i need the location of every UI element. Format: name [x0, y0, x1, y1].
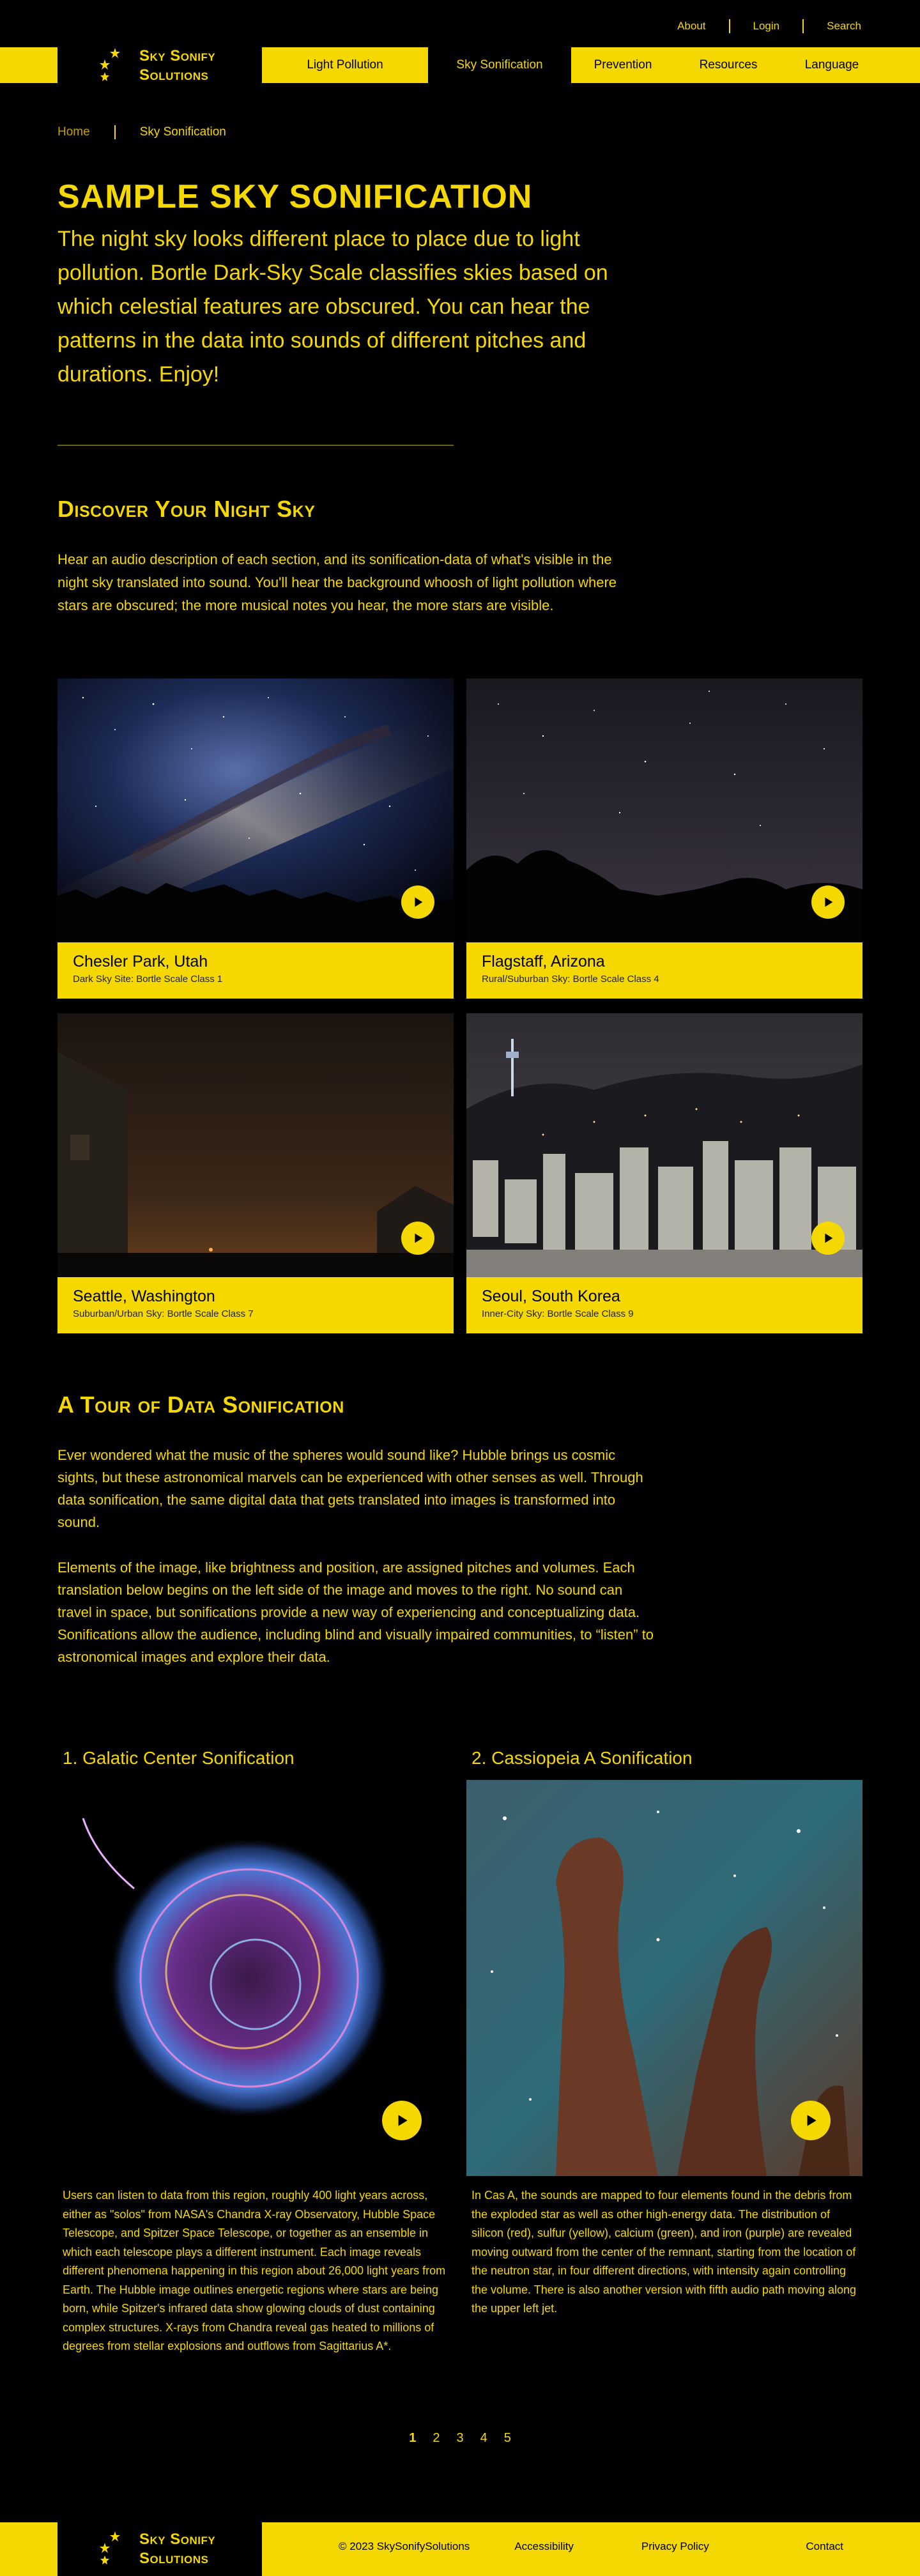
city-skyline-photo	[466, 1013, 862, 1277]
footer-links	[262, 2540, 862, 2553]
pagination	[0, 2431, 920, 2446]
location-name: Seoul, South Korea	[482, 1287, 620, 1305]
utility-links	[654, 19, 861, 33]
brand-line2: Solutions	[139, 2550, 209, 2567]
accessibility-link[interactable]: Accessibility	[514, 2540, 574, 2552]
discover-text: Hear an audio description of each section, and its sonification-data of what's visible in the night sky translated into sound. You'll hear the background whoosh of light pollution where stars are obscured; the more musical notes you hear, the more stars are visible.	[57, 551, 617, 613]
breadcrumb	[57, 125, 226, 139]
footer-logo[interactable]	[57, 2522, 262, 2576]
copyright-text: © 2023 SkySonifySolutions	[339, 2540, 470, 2552]
location-caption	[466, 942, 862, 999]
play-button[interactable]	[401, 1222, 434, 1255]
privacy-link[interactable]: Privacy Policy	[641, 2540, 709, 2552]
nav-language[interactable]: Language	[804, 58, 859, 72]
brand-line1: Sky Sonify	[139, 2531, 216, 2548]
page-link-3[interactable]: 3	[456, 2431, 464, 2445]
breadcrumb-home[interactable]: Home	[57, 125, 90, 139]
main-nav	[262, 47, 882, 83]
play-icon	[802, 2112, 819, 2129]
page-link-5[interactable]: 5	[503, 2431, 511, 2445]
divider	[114, 125, 116, 139]
brand-line1: Sky Sonify	[139, 47, 216, 65]
discover-heading: Discover Your Night Sky	[57, 496, 316, 522]
page-title: SAMPLE SKY SONIFICATION	[57, 178, 533, 215]
play-button[interactable]	[382, 2101, 422, 2140]
rural-sky-photo	[466, 678, 862, 942]
breadcrumb-current: Sky Sonification	[139, 125, 226, 139]
location-caption	[57, 942, 454, 999]
location-name: Chesler Park, Utah	[73, 953, 208, 970]
divider	[57, 445, 454, 446]
play-icon	[821, 1231, 835, 1245]
milky-way-photo	[57, 678, 454, 942]
play-button[interactable]	[401, 885, 434, 919]
play-icon	[411, 895, 425, 909]
location-caption	[57, 1277, 454, 1333]
tour-text-2: Elements of the image, like brightness and position, are assigned pitches and volumes. Each translation below begins on the left side of the image and moves to the right. No sound can travel in space, but sonifications provide a new way of experiencing and conceptualizing data. Sonifications allow the audience, including blind and visually impaired communities, to “listen” to astronomical images and explore their data.	[57, 1560, 654, 1665]
utility-bar	[0, 0, 920, 47]
about-link[interactable]: About	[677, 20, 706, 32]
nav-resources[interactable]: Resources	[699, 58, 758, 72]
location-class: Rural/Suburban Sky: Bortle Scale Class 4	[482, 974, 659, 985]
location-card[interactable]	[57, 678, 454, 999]
intro-text: The night sky looks different place to place due to light pollution. Bortle Dark-Sky Scale classifies skies based on which celestial features are obscured. You can hear the patterns in the data into sounds of different pitches and durations. Enjoy!	[57, 227, 608, 387]
play-icon	[394, 2112, 410, 2129]
location-class: Suburban/Urban Sky: Bortle Scale Class 7	[73, 1308, 254, 1319]
sonification-title-2: 2. Cassiopeia A Sonification	[471, 1748, 693, 1768]
sonification-title-1: 1. Galatic Center Sonification	[63, 1748, 295, 1768]
login-link[interactable]: Login	[753, 20, 780, 32]
brand-line2: Solutions	[139, 66, 209, 84]
stars-icon	[96, 2530, 134, 2568]
nav-light-pollution[interactable]: Light Pollution	[307, 58, 383, 72]
location-card[interactable]	[466, 1013, 862, 1333]
play-icon	[411, 1231, 425, 1245]
location-name: Flagstaff, Arizona	[482, 953, 605, 970]
suburban-sky-photo	[57, 1013, 454, 1277]
sonification-text-2: In Cas A, the sounds are mapped to four elements found in the debris from the exploded star as well as other high-energy data. The distribution of silicon (red), sulfur (yellow), calcium (green), and iron (purple) are revealed moving outward from the center of the remnant, starting from the location of the neutron star, in four different directions, with intensity again controlling the volume. There is also another version with fifth audio path moving along the upper left jet.	[471, 2189, 857, 2315]
location-caption	[466, 1277, 862, 1333]
search-link[interactable]: Search	[827, 20, 861, 32]
page-link-1[interactable]: 1	[409, 2431, 417, 2445]
location-card[interactable]	[466, 678, 862, 999]
contact-link[interactable]: Contact	[806, 2540, 843, 2552]
nav-prevention[interactable]: Prevention	[594, 58, 652, 72]
location-class: Dark Sky Site: Bortle Scale Class 1	[73, 974, 223, 985]
location-class: Inner-City Sky: Bortle Scale Class 9	[482, 1308, 634, 1319]
supernova-remnant-image	[57, 1780, 454, 2176]
brand-logo[interactable]	[57, 42, 262, 89]
play-button[interactable]	[791, 2101, 831, 2140]
play-button[interactable]	[811, 1222, 845, 1255]
tour-heading: A Tour of Data Sonification	[57, 1392, 344, 1418]
page-link-2[interactable]: 2	[433, 2431, 440, 2445]
play-button[interactable]	[811, 885, 845, 919]
play-icon	[821, 895, 835, 909]
tour-text-1: Ever wondered what the music of the spheres would sound like? Hubble brings us cosmic sights, but these astronomical marvels can be experienced with other senses as well. Through data sonification, the same digital data that gets translated into images is transformed into sound.	[57, 1447, 643, 1530]
location-name: Seattle, Washington	[73, 1287, 215, 1305]
sonification-text-1: Users can listen to data from this region, roughly 400 light years across, either as "solos" from NASA's Chandra X-ray Observatory, Hubble Space Telescope, and Spitzer Space Telescope, or together as an ensemble in which each telescope plays a different instrument. Each image reveals different phenomena happening in this region about 26,000 light years from Earth. The Hubble image outlines energetic regions where stars are being born, while Spitzer's infrared data show glowing clouds of dust containing complex structures. X-rays from Chandra reveal gas heated to millions of degrees from stellar explosions and outflows from Sagittarius A*.	[63, 2189, 446, 2352]
stars-icon	[96, 47, 134, 85]
nebula-pillars-image	[466, 1780, 862, 2176]
location-card[interactable]	[57, 1013, 454, 1333]
page-link-4[interactable]: 4	[480, 2431, 487, 2445]
nav-sky-sonification[interactable]: Sky Sonification	[428, 47, 571, 83]
